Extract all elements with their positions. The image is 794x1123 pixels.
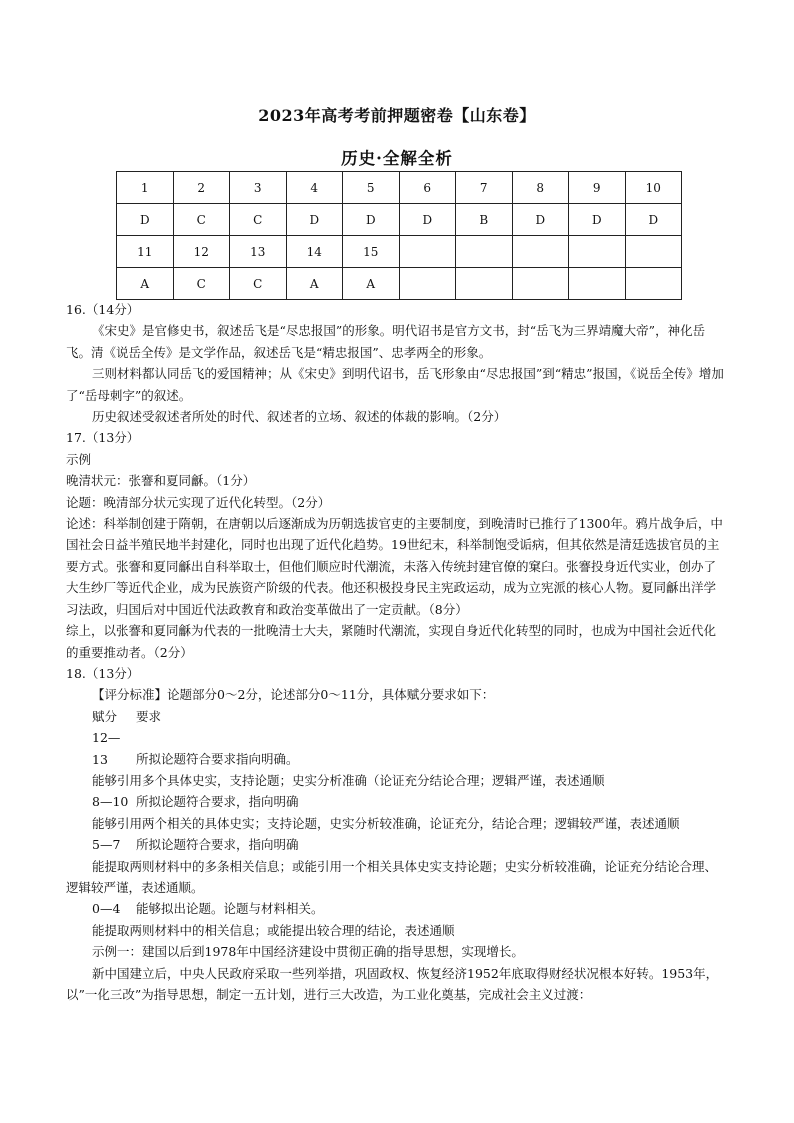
- answer-table-cell: C: [173, 268, 230, 300]
- answer-table-row: [117, 172, 682, 204]
- q18-level-1: [66, 727, 726, 770]
- q18-level-3: [66, 834, 726, 855]
- answer-table-cell: D: [286, 204, 343, 236]
- q16-paragraph-2: 三则材料都认同岳飞的爱国精神；从《宋史》到明代诏书，岳飞形象由“尽忠报国”到“精忠”报国，《说岳全传》增加了“岳母刺字”的叙述。: [66, 366, 724, 403]
- answer-table-cell: 1: [117, 172, 174, 204]
- answer-table-row: [117, 268, 682, 300]
- answer-table-cell: D: [512, 204, 569, 236]
- q18-heading: 18.（13分）: [66, 665, 140, 681]
- answer-table-cell: [512, 236, 569, 268]
- q17-line-3: 论述：科举制创建于隋朝，在唐朝以后逐渐成为历朝选拔官吏的主要制度，到晚清时已推行了1300年。鸦片战争后，中国社会日益半殖民地半封建化，同时也出现了近代化趋势。19世纪末，科举制饱受诟病，但其依然是清廷选拔官员的主要方式。张謇和夏同龢出自科举取士，但他们顺应时代潮流，未落入传统封建官僚的窠臼。张謇投身近代实业，创办了大生纱厂等近代企业，成为民族资产阶级的代表。他还积极投身民主宪政运动，成为立宪派的核心人物。夏同龢出洋学习法政，归国后对中国近代法政教育和政治变革做出了一定贡献。（8分）: [66, 516, 723, 617]
- answer-table-cell: 5: [343, 172, 400, 204]
- answer-table-cell: A: [343, 268, 400, 300]
- answer-table-cell: [399, 268, 456, 300]
- column-requirement: 要求: [136, 708, 162, 724]
- q17-line-2: 论题：晚清部分状元实现了近代化转型。（2分）: [66, 494, 331, 510]
- q18-paragraph-1: 新中国建立后，中央人民政府采取一些列举措，巩固政权、恢复经济1952年底取得财经状况根本好转。1953年，以”一化三改”为指导思想，制定一五计划，进行三大改造，为工业化奠基，完成社会主义过渡：: [66, 965, 719, 1002]
- level-3-description: 能提取两则材料中的多条相关信息；或能引用一个相关具体史实支持论题；史实分析较准确，论证充分结论合理、逻辑较严谨，表述通顺。: [66, 858, 718, 895]
- q17-line-1: 晚清状元：张謇和夏同龢。（1分）: [66, 473, 256, 489]
- level-2-description: 能够引用两个相关的具体史实；支持论题，史实分析较准确，论证充分，结论合理；逻辑较严谨，表述通顺: [92, 815, 680, 831]
- answer-table-cell: [399, 236, 456, 268]
- q18-example-1: 示例一：建国以后到1978年中国经济建设中贯彻正确的指导思想，实现增长。: [92, 944, 524, 960]
- answer-table-cell: 14: [286, 236, 343, 268]
- answer-table-cell: 13: [230, 236, 287, 268]
- answer-table-row: [117, 236, 682, 268]
- level-1-description: 能够引用多个具体史实，支持论题；史实分析准确（论证充分结论合理；逻辑严谨，表述通顺: [92, 772, 605, 788]
- q17-line-4: 综上，以张謇和夏同龢为代表的一批晚清士大夫，紧随时代潮流，实现自身近代化转型的同时，也成为中国社会近代化的重要推动者。（2分）: [66, 623, 717, 660]
- q18-level-4: [66, 898, 726, 919]
- answer-table-cell: C: [230, 268, 287, 300]
- answer-table-cell: 2: [173, 172, 230, 204]
- q16-heading: 16.（14分）: [66, 302, 140, 317]
- answer-table-cell: 10: [625, 172, 682, 204]
- answer-table-cell: A: [117, 268, 174, 300]
- page-subtitle: 历史·全解全析: [341, 149, 453, 168]
- answer-table-cell: 7: [456, 172, 513, 204]
- answer-table-cell: [625, 236, 682, 268]
- answer-table-cell: 9: [569, 172, 626, 204]
- answer-table-cell: [569, 236, 626, 268]
- answer-table-cell: 11: [117, 236, 174, 268]
- answer-table-cell: C: [230, 204, 287, 236]
- level-3-score: 5—7: [92, 837, 121, 853]
- answer-table-cell: A: [286, 268, 343, 300]
- answer-table-cell: 12: [173, 236, 230, 268]
- answer-table-cell: D: [625, 204, 682, 236]
- answer-table-cell: [456, 236, 513, 268]
- level-2-score: 8—10: [92, 794, 129, 810]
- level-1-score: 12—13: [92, 730, 121, 767]
- answer-table-cell: 4: [286, 172, 343, 204]
- level-4-requirement: 能够拟出论题。论题与材料相关。: [136, 901, 324, 917]
- answer-table-cell: [456, 268, 513, 300]
- level-1-requirement: 所拟论题符合要求指向明确。: [136, 751, 299, 767]
- answer-table-row: [117, 204, 682, 236]
- answer-table-cell: D: [399, 204, 456, 236]
- q16-paragraph-3: 历史叙述受叙述者所处的时代、叙述者的立场、叙述的体裁的影响。（2分）: [92, 409, 507, 425]
- answer-table-cell: 15: [343, 236, 400, 268]
- q16-paragraph-1: 《宋史》是官修史书，叙述岳飞是“尽忠报国”的形象。明代诏书是官方文书，封“岳飞为三界靖魔大帝”，神化岳飞。清《说岳全传》是文学作品，叙述岳飞是“精忠报国”、忠孝两全的形象。: [66, 323, 706, 360]
- q17-example-label: 示例: [66, 451, 92, 467]
- q18-column-header: [66, 706, 726, 727]
- column-score: 赋分: [92, 708, 118, 724]
- answer-table-cell: [625, 268, 682, 300]
- answer-table-cell: 3: [230, 172, 287, 204]
- answer-table: [116, 171, 682, 300]
- level-3-requirement: 所拟论题符合要求，指向明确: [136, 837, 299, 853]
- q18-standard: 【评分标准】论题部分0～2分，论述部分0～11分，具体赋分要求如下：: [92, 687, 495, 703]
- answer-table-cell: D: [569, 204, 626, 236]
- page-title: 2023年高考考前押题密卷【山东卷】: [258, 106, 536, 125]
- q17-heading: 17.（13分）: [66, 430, 140, 446]
- answer-table-cell: 8: [512, 172, 569, 204]
- answer-table-cell: [512, 268, 569, 300]
- level-2-requirement: 所拟论题符合要求，指向明确: [136, 794, 299, 810]
- answer-table-cell: [569, 268, 626, 300]
- answer-table-cell: B: [456, 204, 513, 236]
- answer-content: [66, 299, 726, 1005]
- level-4-score: 0—4: [92, 901, 121, 917]
- answer-table-cell: D: [117, 204, 174, 236]
- answer-table-cell: D: [343, 204, 400, 236]
- answer-table-cell: C: [173, 204, 230, 236]
- level-4-description: 能提取两则材料中的相关信息；或能提出较合理的结论，表述通顺: [92, 922, 455, 938]
- answer-table-cell: 6: [399, 172, 456, 204]
- q18-level-2: [66, 791, 726, 812]
